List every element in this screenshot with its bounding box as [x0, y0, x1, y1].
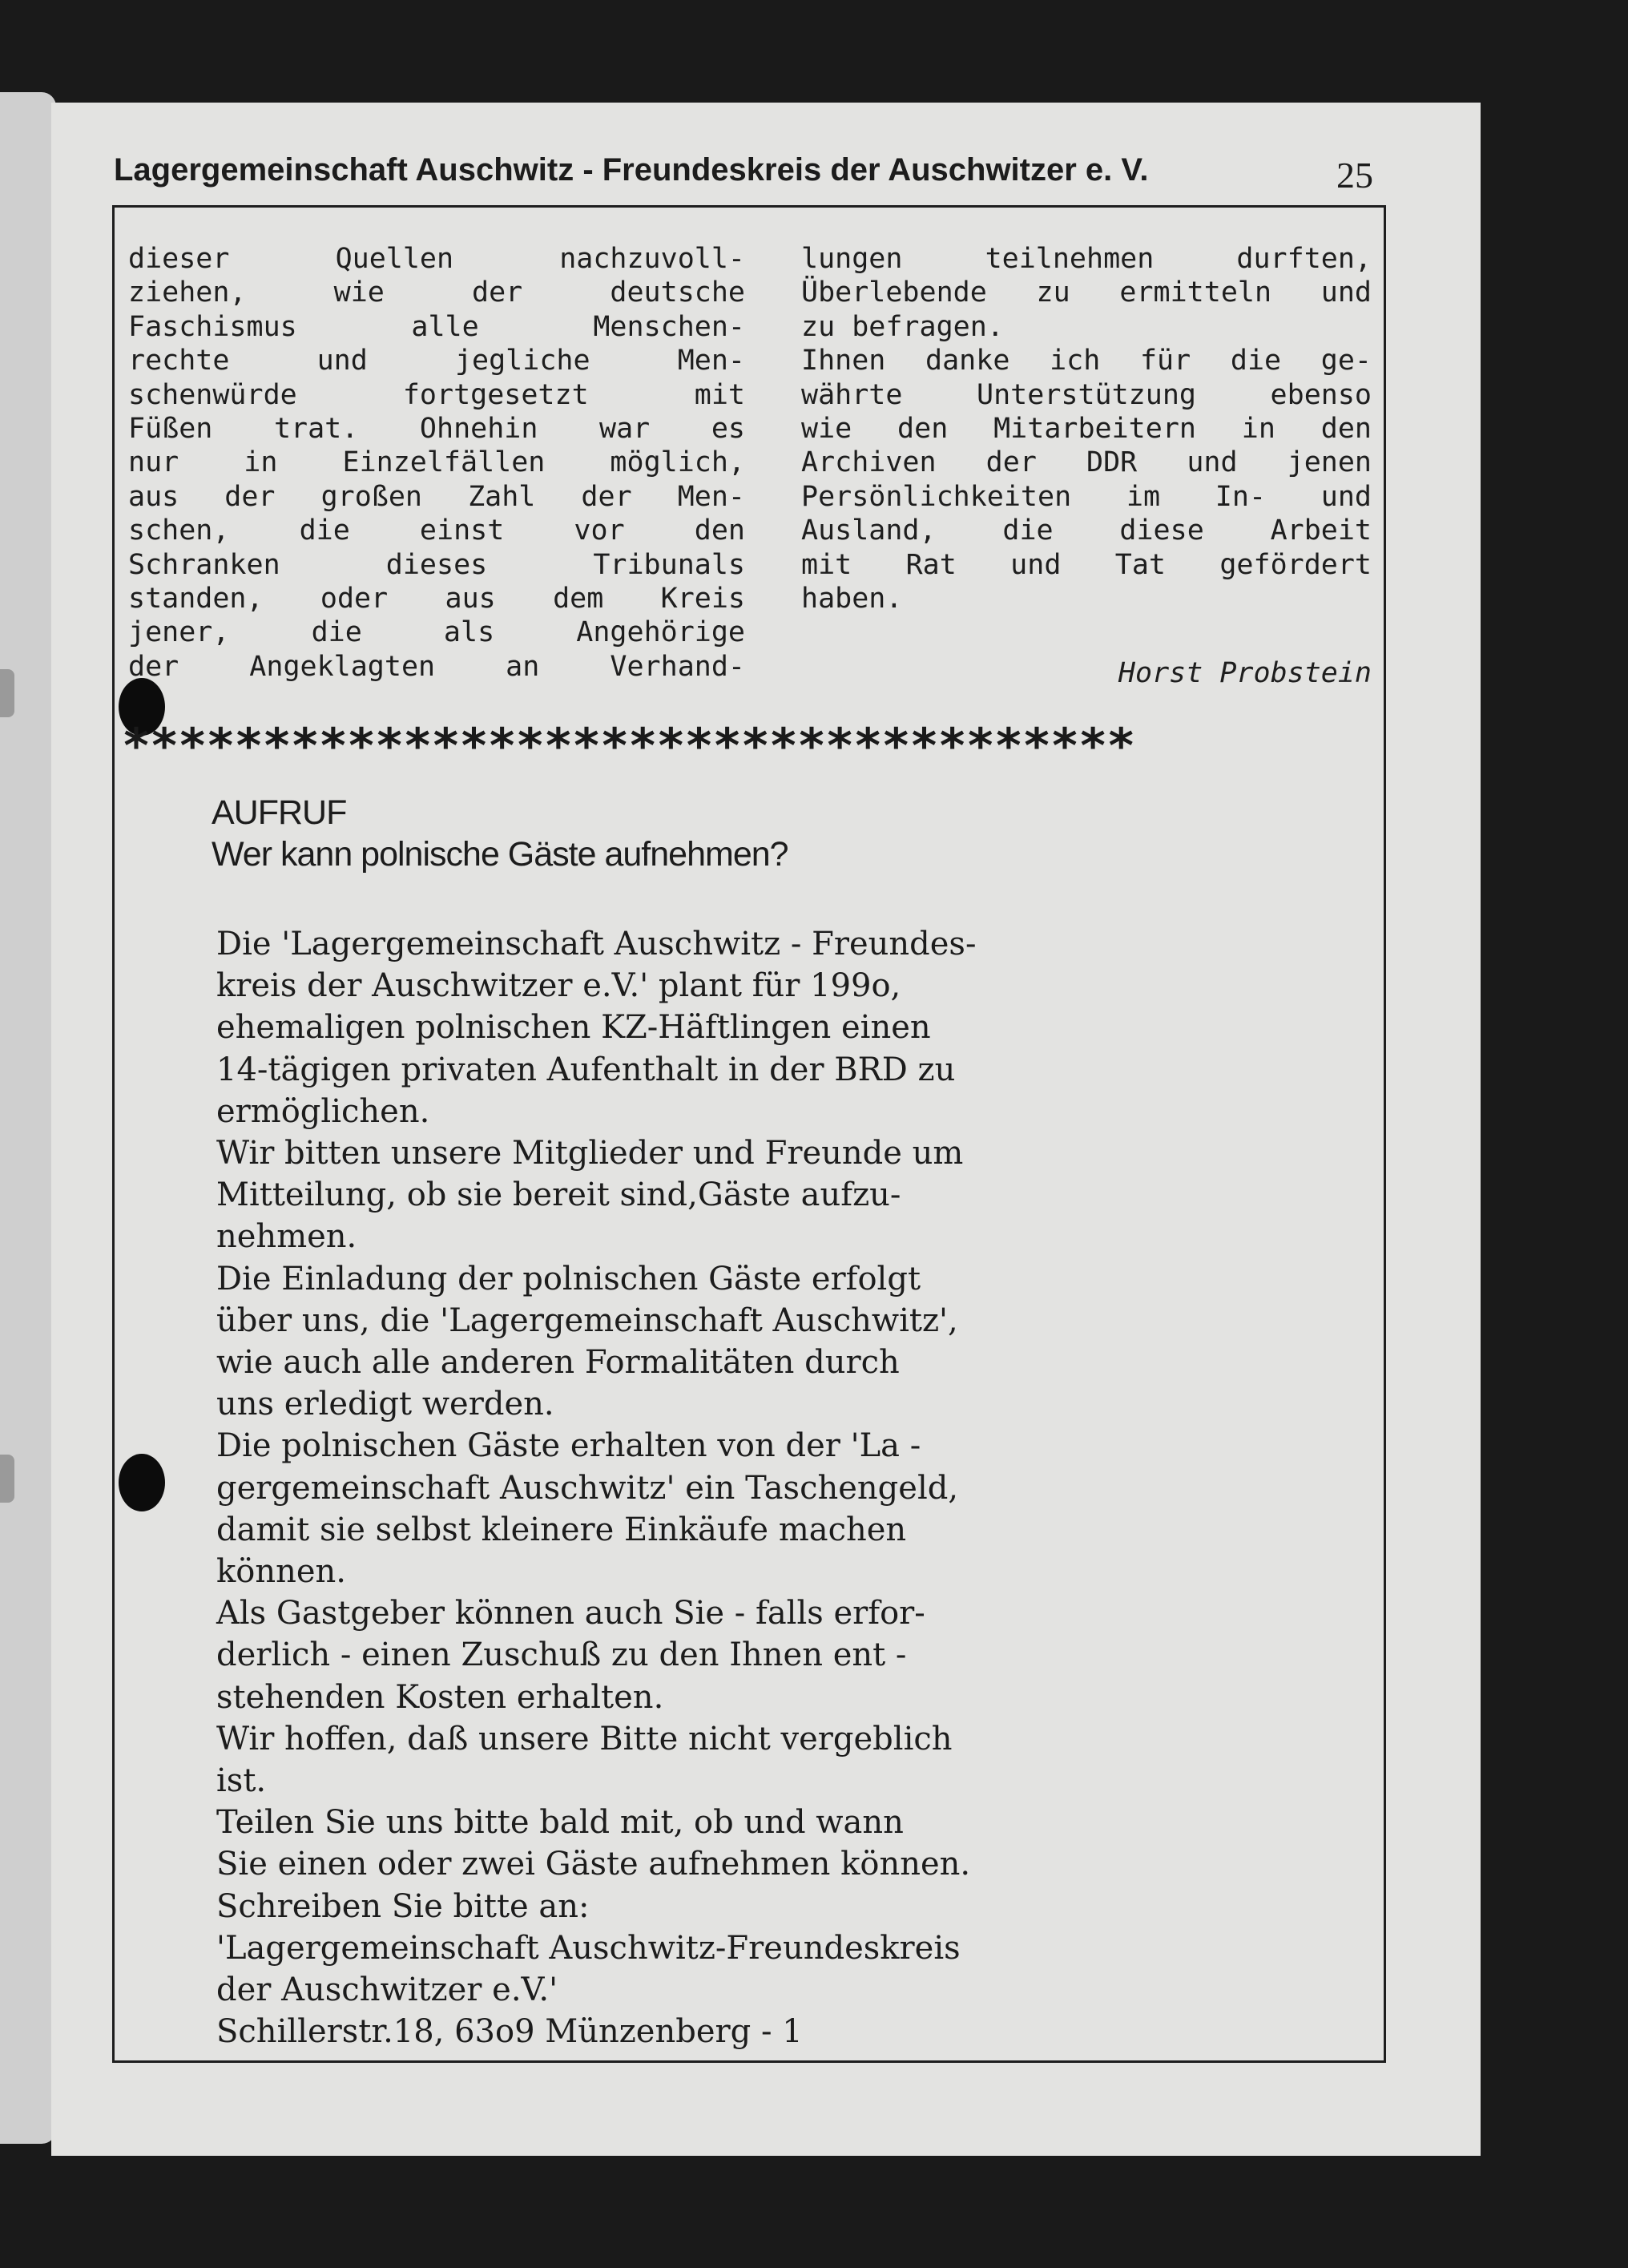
text-line: damit sie selbst kleinere Einkäufe machen: [216, 1511, 907, 1548]
text-line: zu befragen.: [801, 310, 1004, 343]
text-line: derlich - einen Zuschuß zu den Ihnen ent -: [216, 1636, 907, 1674]
appeal-body: [216, 923, 1346, 2052]
text-line: wie den Mitarbeitern in den: [801, 413, 1372, 446]
text-line: Faschismus alle Menschen-: [128, 310, 745, 343]
text-line: Füßen trat. Ohnehin war es: [128, 413, 745, 446]
text-line: Die 'Lagergemeinschaft Auschwitz - Freundes-: [216, 926, 977, 962]
text-line: nehmen.: [216, 1218, 357, 1256]
text-line: schenwürde fortgesetzt mit: [128, 378, 745, 411]
text-line: Schillerstr.18, 63o9 Münzenberg - 1: [216, 2013, 803, 2051]
text-line: Sie einen oder zwei Gäste aufnehmen können.: [216, 1846, 971, 1883]
text-line: standen, oder aus dem Kreis: [128, 583, 745, 615]
right-text-column: [801, 242, 1372, 615]
text-line: Mitteilung, ob sie bereit sind,Gäste aufzu-: [216, 1176, 901, 1214]
text-line: währte Unterstützung ebenso: [801, 378, 1372, 411]
adjacent-page-edge: [0, 92, 56, 2144]
text-line: Archiven der DDR und jenen: [801, 446, 1372, 479]
page-edge-tab: [0, 1455, 14, 1503]
text-line: Wir bitten unsere Mitglieder und Freunde um: [216, 1135, 964, 1172]
text-line: stehenden Kosten erhalten.: [216, 1678, 664, 1716]
text-line: ehemaligen polnischen KZ-Häftlingen einen: [216, 1009, 931, 1047]
text-line: 14-tägigen privaten Aufenthalt in der BRD zu: [216, 1051, 956, 1088]
text-line: dieser Quellen nachzuvoll-: [128, 243, 745, 275]
asterisk-divider: ************************************: [122, 718, 1135, 774]
text-line: wie auch alle anderen Formalitäten durch: [216, 1344, 900, 1382]
text-line: Als Gastgeber können auch Sie - falls erfor-: [216, 1595, 925, 1632]
text-line: der Auschwitzer e.V.': [216, 1971, 558, 2009]
text-line: ziehen, wie der deutsche: [128, 276, 745, 309]
text-line: 'Lagergemeinschaft Auschwitz-Freundeskreis: [216, 1929, 961, 1967]
running-header: Lagergemeinschaft Auschwitz - Freundeskreis der Auschwitzer e. V.: [114, 152, 1149, 188]
text-line: nur in Einzelfällen möglich,: [128, 446, 745, 479]
text-line: uns erledigt werden.: [216, 1386, 554, 1423]
text-line: Die Einladung der polnischen Gäste erfolgt: [216, 1260, 921, 1297]
text-line: Ausland, die diese Arbeit: [801, 515, 1372, 547]
text-line: Schranken dieses Tribunals: [128, 548, 745, 581]
text-line: aus der großen Zahl der Men-: [128, 480, 745, 513]
text-line: Persönlichkeiten im In- und: [801, 480, 1372, 513]
text-line: Wir hoffen, daß unsere Bitte nicht vergeblich: [216, 1720, 953, 1757]
text-line: ermöglichen.: [216, 1092, 430, 1130]
left-text-column: [128, 242, 745, 684]
text-line: mit Rat und Tat gefördert: [801, 548, 1372, 581]
text-line: Schreiben Sie bitte an:: [216, 1887, 590, 1925]
author-signature: Horst Probstein: [1118, 657, 1372, 689]
text-line: Teilen Sie uns bitte bald mit, ob und wann: [216, 1804, 904, 1842]
text-line: Ihnen danke ich für die ge-: [801, 345, 1372, 377]
page-edge-tab: [0, 669, 14, 717]
text-line: über uns, die 'Lagergemeinschaft Auschwitz',: [216, 1301, 958, 1339]
appeal-title: Wer kann polnische Gäste aufnehmen?: [212, 835, 788, 874]
page-number: 25: [1336, 155, 1373, 196]
appeal-label: AUFRUF: [212, 793, 347, 832]
text-line: Die polnischen Gäste erhalten von der 'La -: [216, 1427, 921, 1465]
text-line: Überlebende zu ermitteln und: [801, 276, 1372, 309]
text-line: jener, die als Angehörige: [128, 616, 745, 649]
text-line: können.: [216, 1553, 346, 1591]
text-line: ist.: [216, 1762, 267, 1800]
text-line: gergemeinschaft Auschwitz' ein Taschengeld,: [216, 1469, 959, 1507]
text-line: rechte und jegliche Men-: [128, 345, 745, 377]
text-line: kreis der Auschwitzer e.V.' plant für 199o,: [216, 967, 901, 1005]
text-line: haben.: [801, 583, 903, 615]
text-line: lungen teilnehmen durften,: [801, 243, 1372, 275]
text-line: der Angeklagten an Verhand-: [128, 650, 745, 683]
text-line: schen, die einst vor den: [128, 515, 745, 547]
